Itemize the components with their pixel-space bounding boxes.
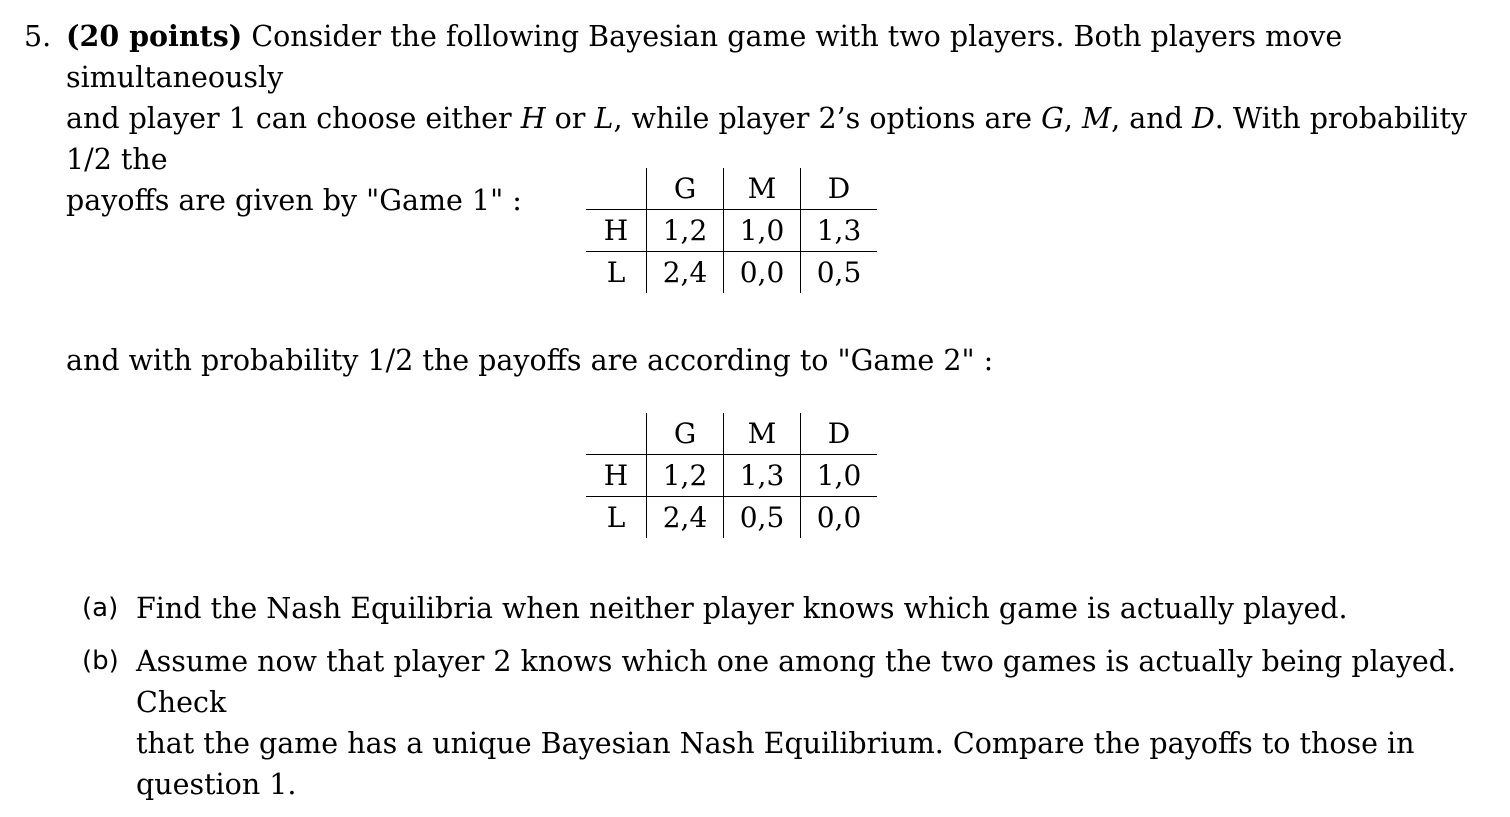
game1-payoff-table [586, 168, 877, 293]
payoff-cell: 1,0 [801, 455, 878, 497]
problem-number: 5. [24, 20, 52, 53]
payoff-cell: 0,0 [801, 497, 878, 539]
part-text [136, 588, 1492, 629]
part-text [136, 641, 1492, 805]
payoff-cell: 1,2 [647, 455, 724, 497]
part-text-line: Find the Nash Equilibria when neither player knows which game is actually played. [136, 592, 1348, 625]
row-header: L [586, 252, 647, 294]
strategy-m: M [1081, 102, 1112, 135]
game2-payoff-table [586, 413, 877, 538]
part-text-line: that the game has a unique Bayesian Nash Equilibrium. Compare the payoffs to those in question 1. [136, 727, 1415, 801]
part-text-line: Assume now that player 2 knows which one among the two games is actually being played. Check [136, 645, 1457, 719]
intro-comma: , [1063, 102, 1082, 135]
column-header: D [801, 413, 878, 455]
table-row [586, 210, 877, 252]
strategy-g: G [1041, 102, 1064, 135]
question-part-a [82, 588, 1492, 629]
payoff-cell: 1,0 [724, 210, 801, 252]
table-corner [586, 413, 647, 455]
table-row [586, 455, 877, 497]
intro-and: , and [1111, 102, 1192, 135]
table-header-row [586, 413, 877, 455]
intro-text-2c: . With probability 1/2 the [66, 102, 1468, 176]
row-header: H [586, 455, 647, 497]
payoff-cell: 2,4 [647, 497, 724, 539]
table-corner [586, 168, 647, 210]
table-header-row [586, 168, 877, 210]
intro-text-2a: and player 1 can choose either [66, 102, 521, 135]
payoff-cell: 0,5 [724, 497, 801, 539]
strategy-d: D [1191, 102, 1215, 135]
row-header: L [586, 497, 647, 539]
problem-points: (20 points) [66, 19, 243, 53]
column-header: G [647, 168, 724, 210]
intro-text-2b: , while player 2’s options are [613, 102, 1042, 135]
problem-intro-line-3: payoffs are given by "Game 1" : [66, 184, 522, 217]
intro-or: or [545, 102, 595, 135]
game2-intro: and with probability 1/2 the payoffs are according to "Game 2" : [66, 344, 994, 377]
column-header: D [801, 168, 878, 210]
column-header: M [724, 413, 801, 455]
table-row [586, 252, 877, 294]
column-header: M [724, 168, 801, 210]
row-header: H [586, 210, 647, 252]
column-header: G [647, 413, 724, 455]
intro-text-1: Consider the following Bayesian game with two players. Both players move simultaneously [66, 20, 1343, 94]
payoff-cell: 1,3 [724, 455, 801, 497]
payoff-cell: 1,3 [801, 210, 878, 252]
part-label: (a) [82, 593, 119, 623]
strategy-h: H [520, 102, 546, 135]
part-label: (b) [82, 646, 119, 676]
strategy-l: L [594, 102, 614, 135]
payoff-cell: 0,0 [724, 252, 801, 294]
question-part-b [82, 641, 1492, 805]
payoff-cell: 0,5 [801, 252, 878, 294]
question-parts [82, 588, 1492, 817]
payoff-cell: 2,4 [647, 252, 724, 294]
table-row [586, 497, 877, 539]
problem-intro-line-1 [24, 16, 1484, 98]
payoff-cell: 1,2 [647, 210, 724, 252]
